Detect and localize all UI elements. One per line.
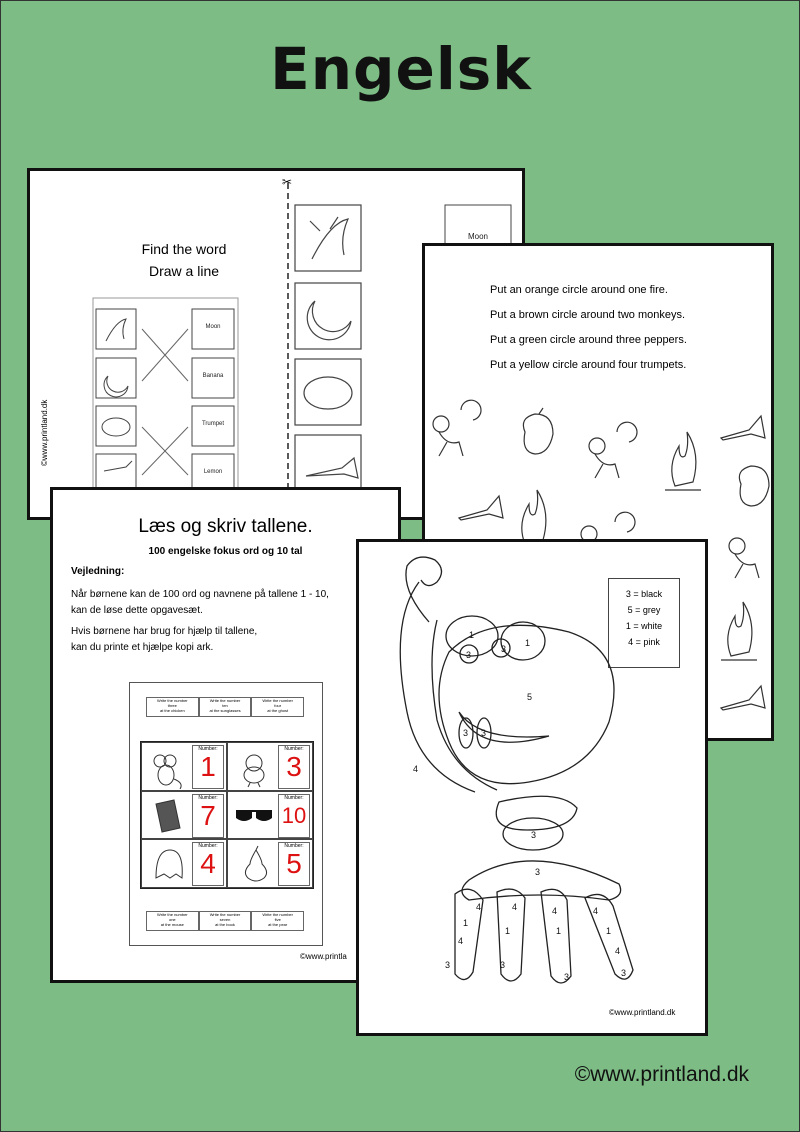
guide-para-2-line-1: Hvis børnene har brug for hjælp til tallene,	[71, 626, 258, 637]
num-f4d: 3	[621, 968, 627, 978]
top-label-chicken: Write the number three at the chicken	[146, 697, 199, 717]
word-label-trumpet: Trumpet	[201, 421, 225, 427]
monkey-icon	[589, 422, 637, 478]
num-f2c: 3	[500, 960, 506, 970]
pear-icon	[236, 844, 276, 884]
num-f2a: 4	[512, 902, 518, 912]
number-box: Number: 3	[278, 745, 310, 789]
trumpet-icon	[459, 496, 503, 520]
page-footer: ©www.printland.dk	[574, 1063, 749, 1086]
number-box: Number: 10	[278, 794, 310, 838]
legend-black: 3 = black	[625, 589, 663, 599]
cell-mouse	[141, 742, 227, 791]
top-label-sunglasses: Write the number ten at the sunglasses	[199, 697, 252, 717]
legend-pink: 4 = pink	[628, 637, 660, 647]
cell-sunglasses	[227, 791, 313, 840]
pepper-icon	[739, 466, 769, 506]
sheet4-credit: ©www.printland.dk	[609, 1008, 676, 1017]
num-nose1: 3	[463, 728, 469, 738]
monkey-icon	[433, 400, 481, 456]
number-box: Number: 5	[278, 842, 310, 886]
answer-5: 5	[286, 848, 302, 880]
number-box: Number: 1	[192, 745, 224, 789]
num-f1c: 4	[458, 936, 464, 946]
num-f1b: 1	[463, 918, 469, 928]
sunglasses-icon	[232, 804, 276, 834]
bottom-label-pear: Write the number five at the pear	[251, 911, 304, 931]
scissors-icon: ✂	[282, 175, 293, 189]
word-label-moon: Moon	[205, 324, 221, 330]
top-label-ghost: Write the number four at the ghost	[251, 697, 304, 717]
instruction-3: Put a green circle around three peppers.	[490, 334, 687, 346]
answer-grid	[140, 741, 314, 889]
num-f4b: 1	[606, 926, 612, 936]
top-label-row	[146, 697, 304, 717]
guide-para-1-line-1: Når børnene kan de 100 ord og navnene på tallene 1 - 10,	[71, 589, 329, 600]
answer-10: 10	[281, 802, 307, 828]
num-f2b: 1	[505, 926, 511, 936]
guide-para-1-line-2: kan de løse dette opgavesæt.	[71, 605, 203, 616]
word-label-lemon: Lemon	[203, 469, 223, 475]
trumpet-icon	[721, 416, 765, 440]
page-title: Engelsk	[270, 35, 532, 103]
guide-para-2-line-2: kan du printe et hjælpe kopi ark.	[71, 642, 214, 653]
cell-ghost	[141, 839, 227, 888]
finger-3	[541, 889, 571, 983]
num-tail: 4	[413, 764, 419, 774]
mini-worksheet	[129, 682, 323, 946]
num-f4a: 4	[593, 906, 599, 916]
monkey-icon	[729, 538, 759, 578]
num-f4c: 4	[615, 946, 621, 956]
sheet1-heading-2: Draw a line	[148, 263, 220, 279]
number-box: Number: 7	[192, 794, 224, 838]
num-face: 5	[527, 692, 533, 702]
sheet1-side-credit: ©www.printland.dk	[40, 399, 49, 466]
sheet1-left-pictures	[96, 309, 136, 494]
bottom-label-row	[146, 911, 304, 931]
instruction-4: Put a yellow circle around four trumpets.	[490, 359, 687, 371]
instruction-2: Put a brown circle around two monkeys.	[490, 309, 686, 321]
ghost-icon	[148, 844, 188, 884]
num-eye2: 1	[525, 638, 531, 648]
sheet1-right-pictures	[295, 205, 361, 501]
cell-pear	[227, 839, 313, 888]
sheet1-word-boxes	[192, 309, 234, 494]
pepper-icon	[523, 408, 553, 454]
instruction-1: Put an orange circle around one fire.	[490, 284, 668, 296]
bottom-label-mouse: Write the number one at the mouse	[146, 911, 199, 931]
number-box: Number: 4	[192, 842, 224, 886]
fire-icon	[665, 432, 701, 490]
answer-1: 1	[200, 751, 216, 782]
legend-grey: 5 = grey	[627, 605, 661, 615]
fire-icon	[522, 490, 546, 544]
num-eye4: 3	[501, 644, 507, 654]
chicken-icon	[236, 749, 276, 789]
num-f3c: 3	[564, 972, 570, 982]
num-eye3: 3	[466, 650, 472, 660]
num-eye1: 1	[469, 630, 475, 640]
num-f3b: 1	[556, 926, 562, 936]
sheet1-heading-1: Find the word	[141, 241, 227, 257]
answer-4: 4	[200, 848, 216, 880]
word-card-moon: Moon	[467, 232, 488, 241]
monkey-drawing	[359, 542, 705, 1033]
legend-white: 1 = white	[625, 621, 663, 631]
guide-label: Vejledning:	[71, 566, 125, 577]
sheet-color-by-number	[356, 539, 708, 1036]
sheet1-match-lines	[142, 329, 188, 475]
num-neck: 3	[531, 830, 537, 840]
num-f3a: 4	[552, 906, 558, 916]
cell-chicken	[227, 742, 313, 791]
monkey-tail	[400, 557, 475, 792]
num-f1a: 4	[476, 902, 482, 912]
sheet3-credit: ©www.printla	[300, 952, 347, 961]
book-icon	[148, 796, 188, 836]
word-label-banana: Banana	[202, 373, 224, 379]
fire-icon	[721, 602, 757, 660]
sheet3-title: Læs og skriv tallene.	[138, 516, 313, 537]
mouse-icon	[146, 749, 186, 789]
trumpet-icon	[721, 686, 765, 710]
num-body: 3	[535, 867, 541, 877]
num-f1d: 3	[445, 960, 451, 970]
cell-book	[141, 791, 227, 840]
answer-7: 7	[200, 799, 216, 831]
sheet3-subtitle: 100 engelske fokus ord og 10 tal	[148, 546, 303, 557]
num-nose2: 3	[481, 728, 487, 738]
sheet-read-write-numbers	[50, 487, 401, 983]
bottom-label-book: Write the number seven at the book	[199, 911, 252, 931]
answer-3: 3	[286, 751, 302, 782]
